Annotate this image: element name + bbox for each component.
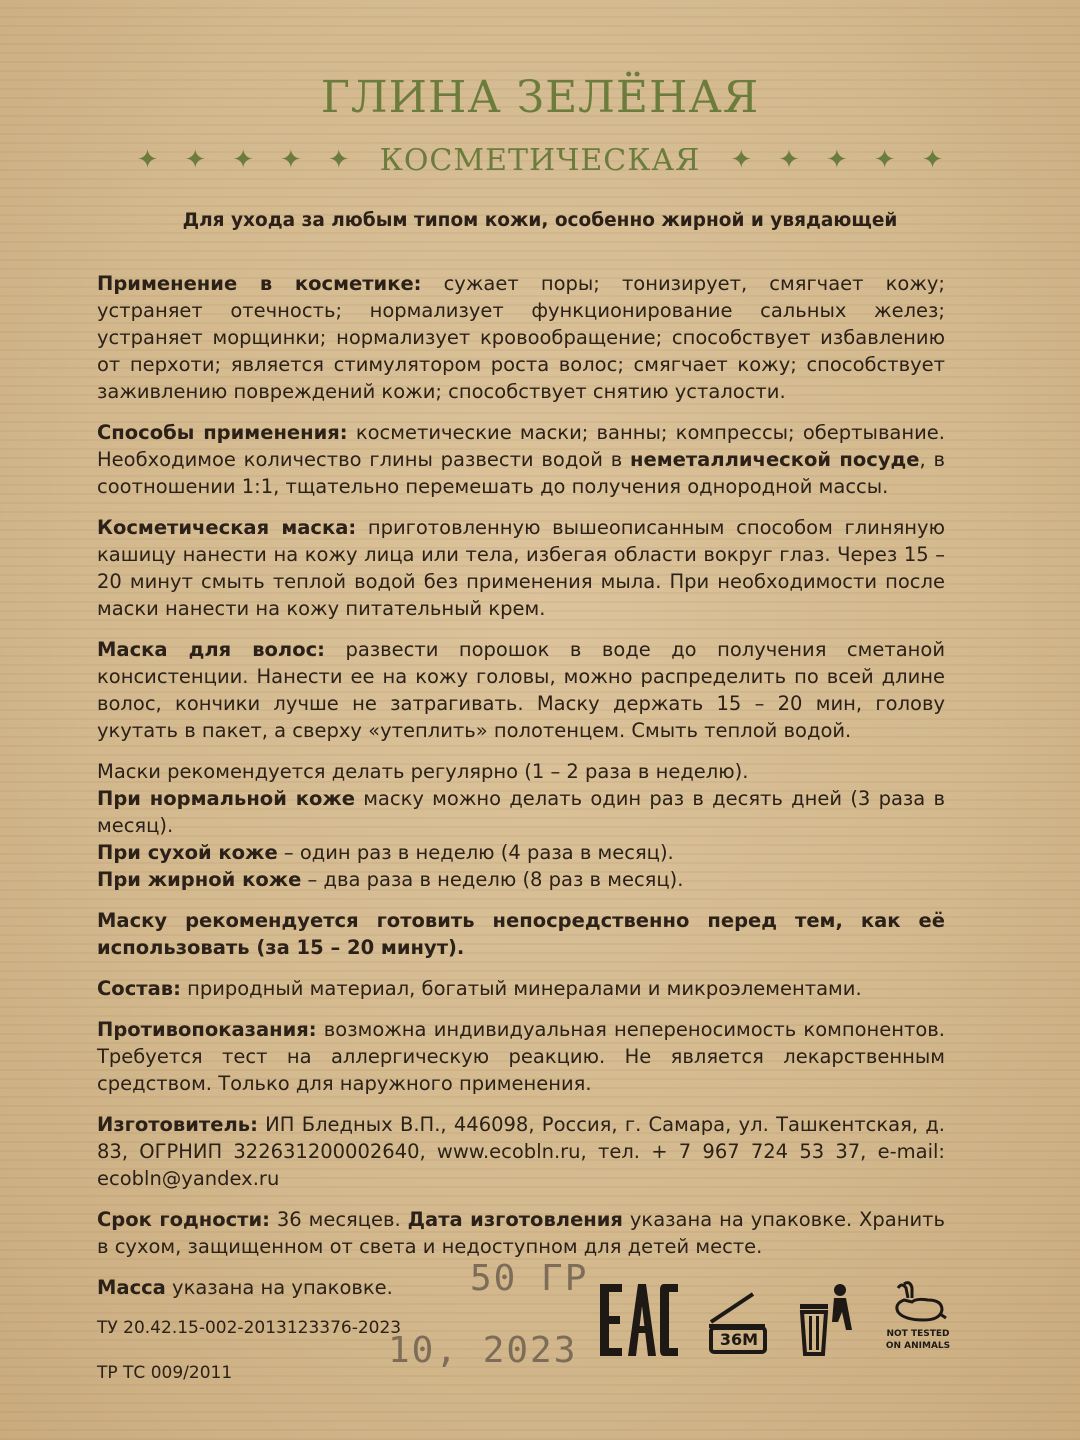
- frequency-normal: [97, 785, 945, 839]
- tu-code: ТУ 20.42.15-002-2013123376-2023: [97, 1318, 402, 1338]
- frequency-dry: [97, 839, 945, 866]
- composition-paragraph: [97, 975, 945, 1002]
- mask-paragraph: [97, 514, 945, 622]
- methods-text-2: , в соотношении 1:1, тщательно перемешать до получения однородной массы.: [97, 448, 946, 498]
- not-tested-label: NOT TESTED ON ANIMALS: [885, 1329, 951, 1351]
- frequency-oily: [97, 866, 945, 893]
- ornament-left-icon: ✦ ✦ ✦ ✦ ✦: [136, 145, 350, 175]
- methods-text-1: косметические маски; ванны; компрессы; обертывание. Необходимое количество глины развести водой в: [97, 421, 945, 471]
- frequency-normal-text: маску можно делать один раз в десять дней (3 раза в месяц).: [97, 787, 945, 837]
- rabbit-icon: [884, 1280, 954, 1328]
- frequency-oily-text: – два раза в неделю (8 раз в месяц).: [301, 868, 684, 891]
- composition-text: природный материал, богатый минералами и микроэлементами.: [180, 977, 862, 1000]
- prepare-note: Маску рекомендуется готовить непосредственно перед тем, как её использовать (за 15 – 20 минут).: [97, 909, 945, 959]
- period-label: 36M: [719, 1330, 759, 1349]
- frequency-normal-label: При нормальной коже: [97, 787, 355, 810]
- frequency-oily-label: При жирной коже: [97, 868, 302, 891]
- product-subtitle: КОСМЕТИЧЕСКАЯ: [379, 142, 701, 178]
- date-stamp: 10, 2023: [388, 1330, 578, 1371]
- usage-label: Применение в косметике:: [97, 272, 422, 295]
- weight-stamp: 50 ГР: [470, 1258, 589, 1299]
- methods-paragraph: [97, 419, 945, 500]
- trts-code: ТР ТС 009/2011: [97, 1363, 233, 1383]
- hair-label: Маска для волос:: [97, 638, 325, 661]
- contra-text: возможна индивидуальная непереносимость компонентов. Требуется тест на аллергическую реакцию. Не является лекарственным средством. Только для наружного применения.: [97, 1018, 945, 1095]
- subtitle-row: [90, 140, 990, 180]
- ornament-right-icon: ✦ ✦ ✦ ✦ ✦: [730, 145, 944, 175]
- methods-label: Способы применения:: [97, 421, 348, 444]
- shelf-label: Срок годности:: [97, 1208, 270, 1231]
- usage-paragraph: [97, 270, 945, 405]
- maker-text: ИП Бледных В.П., 446098, Россия, г. Самара, ул. Ташкентская, д. 83, ОГРНИП 322631200002640, www.ecobln.ru, тел. + 7 967 724 53 37, e-mail: ecobln@yandex.ru: [97, 1113, 945, 1190]
- composition-label: Состав:: [97, 977, 181, 1000]
- product-title: ГЛИНА ЗЕЛЁНАЯ: [320, 72, 760, 123]
- frequency-dry-label: При сухой коже: [97, 841, 278, 864]
- frequency-intro: Маски рекомендуется делать регулярно (1 – 2 раза в неделю).: [97, 760, 749, 783]
- mask-text: приготовленную вышеописанным способом глиняную кашицу нанести на кожу лица или тела, избегая области вокруг глаз. Через 15 – 20 минут смыть теплой водой без применения мыла. При необходимости после маски нанести на кожу питательный крем.: [97, 516, 946, 620]
- shelf-date-label: Дата изготовления: [407, 1208, 623, 1231]
- hair-text: развести порошок в воде до получения сметаной консистенции. Нанести ее на кожу головы, можно распределить по всей длине волос, кончики лучше не затрагивать. Маску держать 15 – 20 мин, голову укутать в пакет, а сверху «утеплить» полотенцем. Смыть теплой водой.: [97, 638, 945, 742]
- hair-paragraph: [97, 636, 945, 744]
- contra-label: Противопоказания:: [97, 1018, 317, 1041]
- tagline: Для ухода за любым типом кожи, особенно жирной и увядающей: [182, 210, 898, 231]
- methods-bold: неметаллической посуде: [630, 448, 920, 471]
- label-body: [97, 270, 945, 1405]
- usage-text: сужает поры; тонизирует, смягчает кожу; устраняет отечность; нормализует функционирование сальных желез; устраняет морщинки; нормализует кровообращение; способствует избавлению от перхоти; является стимулятором роста волос; смягчает кожу; способствует заживлению повреждений кожи; способствует снятию усталости.: [97, 272, 946, 403]
- mass-label: Масса: [97, 1276, 166, 1299]
- trash-bin-icon: [796, 1282, 856, 1358]
- shelf-text-2: указана на упаковке. Хранить в сухом, защищенном от света и недоступном для детей месте.: [97, 1208, 946, 1258]
- shelf-paragraph: [97, 1206, 945, 1260]
- mass-text: указана на упаковке.: [165, 1276, 393, 1299]
- maker-paragraph: [97, 1111, 945, 1192]
- eac-icon: [600, 1282, 678, 1358]
- mask-label: Косметическая маска:: [97, 516, 357, 539]
- contra-paragraph: [97, 1016, 945, 1097]
- shelf-text-1: 36 месяцев.: [269, 1208, 408, 1231]
- frequency-dry-text: – один раз в неделю (4 раза в месяц).: [277, 841, 674, 864]
- maker-label: Изготовитель:: [97, 1113, 258, 1136]
